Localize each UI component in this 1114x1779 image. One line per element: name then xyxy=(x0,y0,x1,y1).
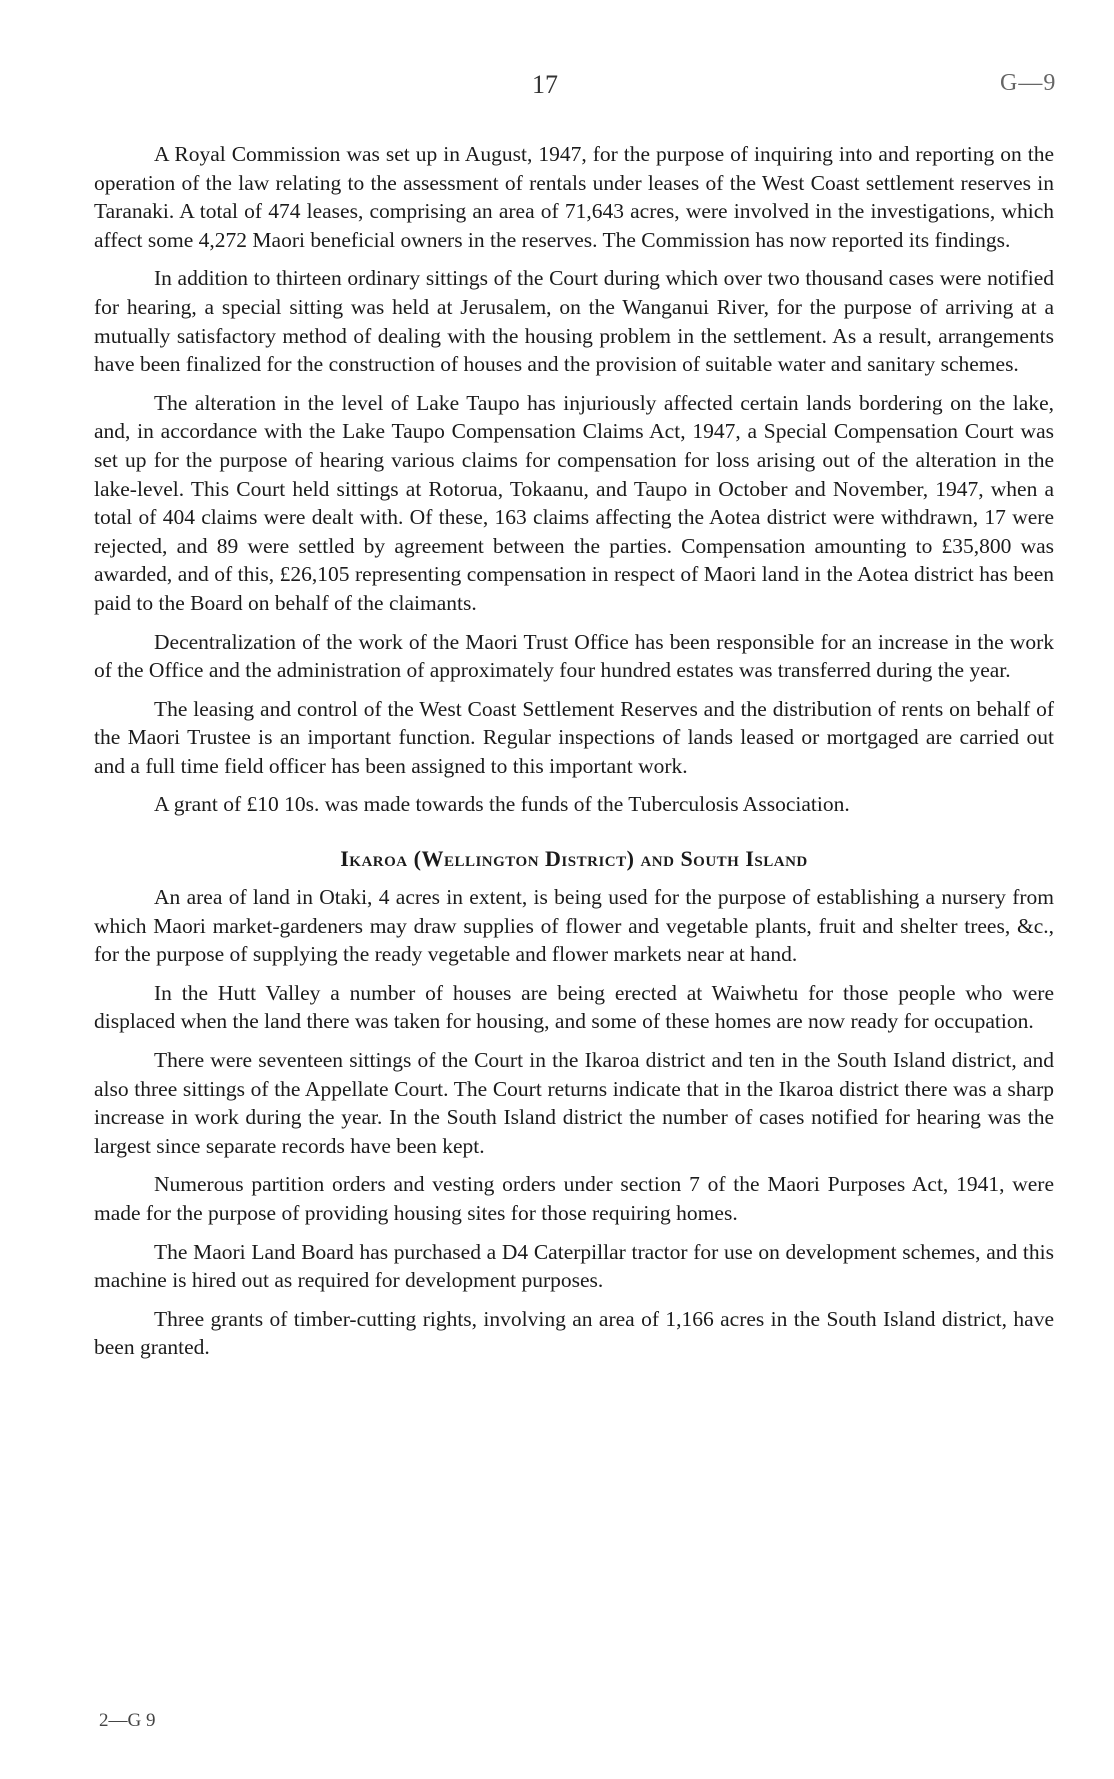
paragraph-decentralization: Decentralization of the work of the Maori Trust Office has been responsible for an increase in the work of the Office and the administration of approximately four hundred estates was transferred during the year. xyxy=(94,629,1054,683)
body-text xyxy=(94,140,1054,1372)
paragraph-partition-orders: Numerous partition orders and vesting orders under section 7 of the Maori Purposes Act, 1941, were made for the purpose of providing housing sites for those requiring homes. xyxy=(94,1172,1054,1225)
section-heading: Ikaroa (Wellington District) and South Island xyxy=(340,846,808,872)
paragraph-lake-taupo: The alteration in the level of Lake Taupo has injuriously affected certain lands bordering on the lake, and, in accordance with the Lake Taupo Compensation Claims Act, 1947, a Special Compensation Court was set up for the purpose of hearing various claims for compensation for loss arising out of the alteration in the lake-level. This Court held sittings at Rotorua, Tokaanu, and Taupo in October and November, 1947, when a total of 404 claims were dealt with. Of these, 163 claims affecting the Aotea district were withdrawn, 17 were rejected, and 89 were settled by agreement between the parties. Compensation amounting to £35,800 was awarded, and of this, £26,105 representing compensation in respect of Maori land in the Aotea district has been paid to the Board on behalf of the claimants. xyxy=(94,390,1054,615)
paragraph-royal-commission: A Royal Commission was set up in August, 1947, for the purpose of inquiring into and reporting on the operation of the law relating to the assessment of rentals under leases of the West Coast settlement reserves in Taranaki. A total of 474 leases, comprising an area of 71,643 acres, were involved in the investigations, which affect some 4,272 Maori beneficial owners in the reserves. The Commission has now reported its findings. xyxy=(94,142,1054,252)
paragraph-hutt-valley: In the Hutt Valley a number of houses are being erected at Waiwhetu for those people who were displaced when the land there was taken for housing, and some of these homes are now ready for occupation. xyxy=(94,980,1054,1034)
page-header xyxy=(0,70,1114,104)
paragraph-timber-rights: Three grants of timber-cutting rights, involving an area of 1,166 acres in the South Island district, have been granted. xyxy=(94,1306,1054,1360)
paragraph-tuberculosis-grant: A grant of £10 10s. was made towards the funds of the Tuberculosis Association. xyxy=(154,792,850,817)
signature-mark: 2—G 9 xyxy=(99,1710,156,1731)
paragraph-ikaroa-sittings: There were seventeen sittings of the Court in the Ikaroa district and ten in the South Island district, and also three sittings of the Appellate Court. The Court returns indicate that in the Ikaroa district there was a sharp increase in work during the year. In the South Island district the number of cases notified for hearing was the largest since separate records have been kept. xyxy=(94,1048,1054,1158)
paragraph-court-sittings: In addition to thirteen ordinary sittings of the Court during which over two thousand cases were notified for hearing, a special sitting was held at Jerusalem, on the Wanganui River, for the purpose of arriving at a mutually satisfactory method of dealing with the housing problem in the settlement. As a result, arrangements have been finalized for the construction of houses and the provision of suitable water and sanitary schemes. xyxy=(94,266,1054,377)
page-number: 17 xyxy=(532,70,558,99)
paragraph-west-coast-reserves: The leasing and control of the West Coast Settlement Reserves and the distribution of rents on behalf of the Maori Trustee is an important function. Regular inspections of lands leased or mortgaged are carried out and a full time field officer has been assigned to this important work. xyxy=(94,696,1054,778)
paragraph-tractor: The Maori Land Board has purchased a D4 Caterpillar tractor for use on development schemes, and this machine is hired out as required for development purposes. xyxy=(94,1239,1054,1293)
paragraph-otaki-nursery: An area of land in Otaki, 4 acres in extent, is being used for the purpose of establishing a nursery from which Maori market-gardeners may draw supplies of flower and vegetable plants, fruit and shelter trees, &c., for the purpose of supplying the ready vegetable and flower markets near at hand. xyxy=(94,885,1054,967)
report-code: G—9 xyxy=(1000,70,1057,96)
